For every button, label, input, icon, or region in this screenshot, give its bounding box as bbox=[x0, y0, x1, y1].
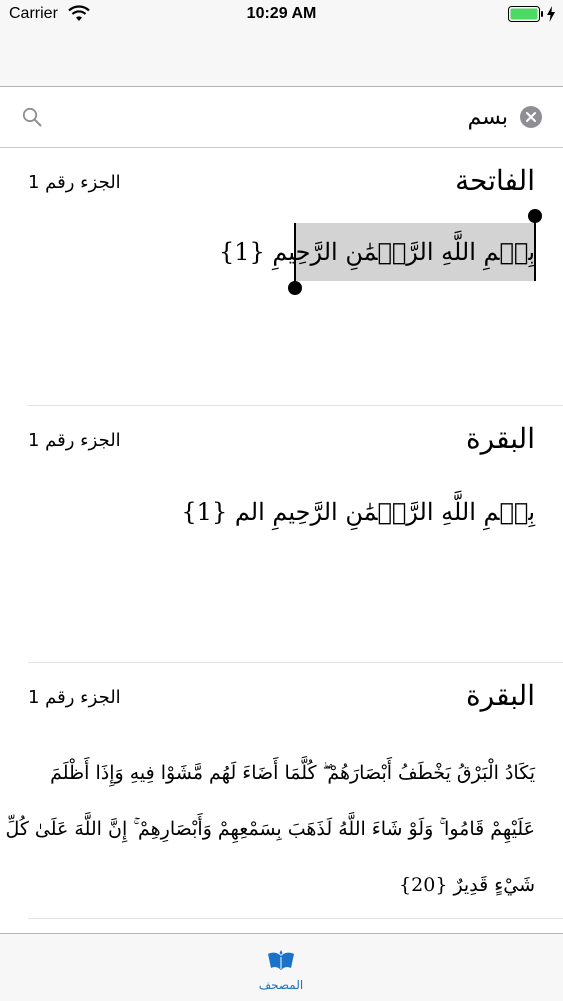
search-bar bbox=[0, 87, 563, 148]
result-cell[interactable] bbox=[0, 406, 563, 662]
verse-text[interactable] bbox=[5, 745, 535, 913]
carrier-label: Carrier bbox=[9, 5, 58, 22]
verse-text[interactable] bbox=[219, 224, 535, 280]
verse-line: شَيْءٍ قَدِيرٌ {20} bbox=[399, 874, 535, 896]
verse-line: بِسۡمِ اللَّهِ الرَّحۡمَٰنِ الرَّحِيمِ الم {1} bbox=[181, 498, 535, 526]
search-input[interactable] bbox=[60, 103, 508, 131]
separator bbox=[28, 918, 563, 919]
clock: 10:29 AM bbox=[246, 5, 317, 22]
tab-mushaf-label: المصحف bbox=[258, 978, 304, 992]
result-cell[interactable] bbox=[0, 663, 563, 918]
verse-line: عَلَيْهِمْ قَامُوا ۚ وَلَوْ شَاءَ اللَّهُ لَذَهَبَ بِسَمْعِهِمْ وَأَبْصَارِهِمْ ۚ إِنَّ اللَّهَ عَلَىٰ كُلِّ bbox=[5, 818, 535, 840]
sura-name: البقرة bbox=[465, 679, 535, 712]
close-icon bbox=[520, 106, 542, 128]
result-cell[interactable] bbox=[0, 148, 563, 405]
juz-label: الجزء رقم 1 bbox=[28, 172, 121, 193]
juz-label: الجزء رقم 1 bbox=[28, 687, 121, 708]
verse-line: يَكَادُ الْبَرْقُ يَخْطَفُ أَبْصَارَهُمْ ۖ كُلَّمَا أَضَاءَ لَهُم مَّشَوْا فِيهِ وَإِذَا أَظْلَمَ bbox=[50, 762, 535, 784]
clear-search-button[interactable] bbox=[520, 106, 542, 128]
status-bar bbox=[0, 0, 563, 30]
sura-name: الفاتحة bbox=[455, 164, 535, 197]
juz-label: الجزء رقم 1 bbox=[28, 430, 121, 451]
search-icon bbox=[22, 107, 42, 127]
verse-line: بِسۡمِ اللَّهِ الرَّحۡمَٰنِ الرَّحِيمِ {1} bbox=[218, 238, 535, 266]
open-book-icon bbox=[267, 948, 295, 974]
tab-mushaf[interactable] bbox=[236, 944, 326, 996]
selection-end-handle[interactable] bbox=[528, 209, 542, 223]
tab-bar bbox=[0, 933, 563, 1001]
charging-bolt-icon bbox=[546, 6, 556, 22]
sura-name: البقرة bbox=[465, 422, 535, 455]
selection-start-handle[interactable] bbox=[288, 281, 302, 295]
verse-text[interactable] bbox=[181, 484, 535, 540]
navigation-bar bbox=[0, 30, 563, 87]
battery-icon bbox=[508, 6, 544, 22]
